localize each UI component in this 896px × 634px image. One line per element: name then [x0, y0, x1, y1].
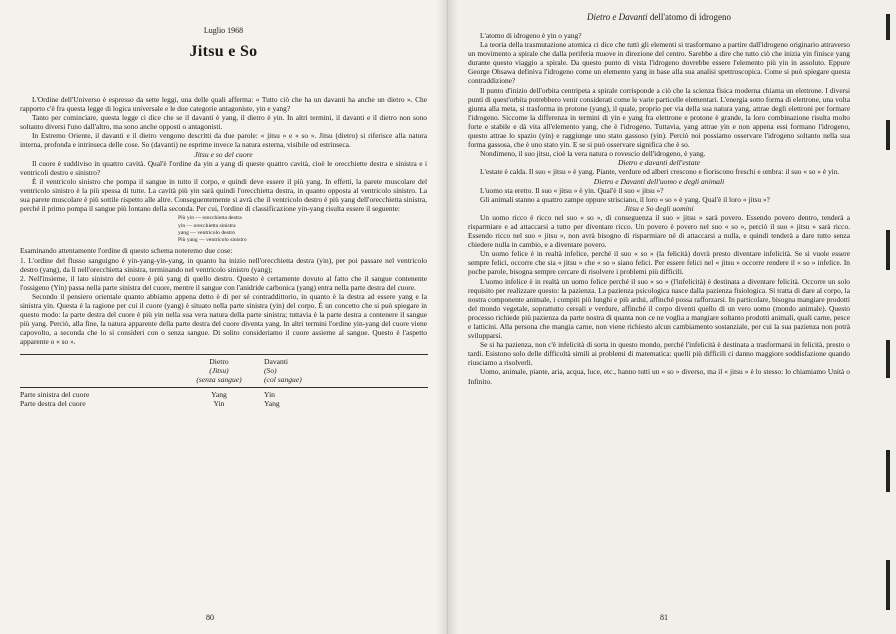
paragraph: In Estremo Oriente, il davanti e il dietro vengono descritti da due parole: « jitsu » e « so ». Jitsu (dietro) si riferisce alla natura interna, profonda e intrinseca delle cose. So (davanti) ne esprime invece la natura esterna, visibile od estrinseca. [20, 131, 427, 150]
table-header-note: (col sangue) [264, 375, 302, 385]
analysis-text [20, 246, 427, 346]
page-number: 80 [206, 613, 214, 622]
scheme-line: Più yang — ventricolo sinistro [178, 237, 247, 244]
paragraph: Secondo il pensiero orientale quanto abbiamo appena detto è di per sé contraddittorio, in quanto è la destra ad essere yang e la sinistra yin. Questa è la ragione per cui il cuore (yang) è situato nella parte sinistra (yin) del corpo. È un concetto che si può spiegare in questo modo: la parte destra del cuore è più yin nella sua vera natura della parte sinistra; tuttavia è la parte destra a contenere il sangue più yang. Perciò, alla fine, la natura apparente della parte destra del cuore diventa yang. In altri termini l'ordine yin-yang del cuore viene capovolto, a seconda che lo si consideri con o senza sangue. Di solito consideriamo il cuore assieme al sangue. Questo è l'aspetto apparente o « so ». [20, 291, 427, 347]
scheme-line: yang — ventricolo destro [178, 229, 236, 236]
table-mid-rule [20, 387, 428, 388]
paragraph: Un uomo felice è in realtà infelice, perché il suo « so » (la felicità) dovrà presto diventare infelicità. Se si vuole essere sempre felici, occorre che sia « jitsu » che « so » siano felici. Per essere felici nel « jitsu » occorre rendere il « so » infelice. In poche parole, bisogna sempre cercare di risolvere i problemi più difficili. [468, 249, 850, 277]
paragraph: È il ventricolo sinistro che pompa il sangue in tutto il corpo, e quindi deve essere il più yang. In effetti, la parete muscolare del ventricolo sinistro è la più spessa di tutte. La cavità più yin sarà quindi l'orecchietta destra, in quanto opposta al ventricolo sinistro. La sua parete muscolare è più sottile rispetto alle altre. Conseguentemente si avrà che il ventricolo destro è più yang dell'orecchietta sinistra, perché il primo pompa il sangue più lontano della seconda. Per cui, l'ordine di classificazione yin-yang risulta essere il seguente: [20, 176, 427, 214]
page-edge-mark [886, 230, 890, 270]
scheme-line: yin — orecchietta sinistra [178, 222, 236, 229]
paragraph: Esaminando attentamente l'ordine di questo schema noteremo due cose: [20, 246, 233, 256]
paragraph: Nondimeno, il suo jitsu, cioè la vera natura o rovescio dell'idrogeno, è yang. [480, 149, 706, 159]
table-row [20, 390, 427, 399]
paragraph: Uomo, animale, piante, aria, acqua, luce, etc., hanno tutti un « so » diverso, ma il « jitsu » è lo stesso: lo chiamiamo Unità o Infinito. [468, 367, 850, 386]
paragraph: La teoria della trasmutazione atomica ci dice che tutti gli elementi si trasformano a partire dall'idrogeno originario attraverso un movimento a spirale che dalla periferia muove in direzione del centro. Sarebbe a dire che tutto ciò che inizia yin finisce yang durante questo viaggio a spirale. Da questo punto di vista l'idrogeno dovrebbe essere l'elemento più yin in assoluto. Eppure George Ohsawa definiva l'idrogeno come un elemento yang in base alla sua analisi spettroscopica. Come si può spiegare questa contraddizione? [468, 40, 850, 86]
page-edge-mark [886, 14, 890, 40]
paragraph: Tanto per cominciare, questa legge ci dice che se il davanti è yang, il dietro è yin. In altri termini, il davanti e il dietro non sono soltanto diversi l'uno dall'altro, ma sono anche opposti o antagonisti. [20, 113, 427, 132]
yin-yang-scheme [178, 215, 427, 244]
paragraph: Se si ha pazienza, non c'è infelicità di sorta in questo mondo, perché l'infelicità è destinata a trasformarsi in felicità, presto o tardi. Esistono solo delle difficoltà simili ai problemi di matematica: quelli più difficili ci danno maggiore soddisfazione quando riusciamo a risolverli. [468, 340, 850, 368]
page-edge-mark [886, 560, 890, 610]
paragraph: L'atomo di idrogeno è yin o yang? [480, 31, 582, 40]
animals-text [468, 186, 850, 204]
table-header: Davanti [264, 357, 289, 367]
table-cell: Yin [213, 399, 225, 409]
paragraph: Un uomo ricco è ricco nel suo « so », di conseguenza il suo « jitsu » sarà povero. Essendo povero dentro, tenderà a risparmiare e ad attaccarsi a tutto per diventare ricco. Un povero è povero nel suo « so », perciò il suo « jitsu » sarà ricco. Essendo ricco nel suo « jitsu », non avrà bisogno di risparmiare né di attaccarsi a nulla, e quindi tenderà a dare tutto senza chiedere nulla in cambio, e a diventare povero. [468, 212, 850, 250]
scheme-line: Più yin — orecchietta destra [178, 215, 242, 222]
intro-text [20, 95, 427, 150]
table-cell: Yang [211, 390, 227, 400]
heart-text [20, 159, 427, 214]
table-header-row [20, 357, 427, 366]
section-subtitle: Dietro e Davanti dell'uomo e degli animali [593, 176, 725, 186]
table-cell: Yin [264, 390, 275, 400]
summer-text [468, 167, 850, 176]
list-item: 1. L'ordine del flusso sanguigno è yin-yang-yin-yang, in quanto ha inizio nell'orecchietta destra (yin), per poi passare nel ventricolo destro (yang), da lì nell'orecchietta sinistra, terminando nel ventricolo sinistro (yang); [20, 255, 427, 274]
paragraph: L'uomo infelice è in realtà un uomo felice perché il suo « so » (l'infelicità) è destinata a diventare felicità. Occorre un solo requisito per realizzare questo: la pazienza. La pazienza psicologica nasce dalla pazienza fisiologica. Si tratta di dare al corpo, la nostra componente animale, i compiti più lunghi e più ardui, affinché possa rafforzarsi. In particolare, bisogna mangiare prodotti del mondo vegetale, soprattutto cereali e verdure, affinché il corpo diventi quello di un vero uomo (mondo animale). Questo processo richiede più pazienza da parte nostra di quanta non ce ne voglia a mangiare soltanto prodotti animali, quali carne, pesce e latticini. Alla persona che mangia carne, non viene richiesto alcun cambiamento sostanziale, per cui la sua pazienza non potrà svilupparsi. [468, 276, 850, 341]
men-text [468, 213, 850, 386]
table-header-note: (senza sangue) [196, 375, 242, 385]
page-number: 81 [660, 613, 668, 622]
table-header-row [20, 375, 427, 384]
table-header-sub: (So) [264, 366, 277, 376]
page-title: Jitsu e So [189, 43, 258, 60]
paragraph: L'estate è calda. Il suo « jitsu » è yang. Piante, verdure ed alberi crescono e fioriscono freschi e ombra: il suo « so » è yin. [480, 167, 840, 177]
page-date: Luglio 1968 [203, 26, 244, 35]
gutter-shadow [448, 0, 458, 634]
running-head [468, 12, 850, 22]
section-subtitle: Dietro e davanti dell'estate [617, 158, 701, 168]
page-edge-mark [886, 340, 890, 378]
table-cell: Parte sinistra del cuore [20, 390, 90, 400]
table-header-row [20, 366, 427, 375]
running-head-text: dell'atomo di idrogeno [649, 12, 731, 22]
running-head-italic: Dietro e Davanti [586, 12, 648, 22]
right-page [448, 0, 896, 634]
gutter-shadow [437, 0, 447, 634]
paragraph: Il cuore è suddiviso in quattro cavità. Qual'è l'ordine da yin a yang di queste quattro cavità, cioè le orecchiette destra e sinistra e i ventricoli destro e sinistro? [20, 158, 427, 177]
table-row [20, 399, 427, 408]
paragraph: L'Ordine dell'Universo è espresso da sette leggi, una delle quali afferma: « Tutto ciò che ha un davanti ha anche un dietro ». Che rapporto c'è fra questa legge di logica universale e le due categorie antagoniste, yin e yang? [20, 95, 427, 114]
table-top-rule [20, 354, 428, 355]
list-item: 2. Nell'insieme, il lato sinistro del cuore è più yang di quello destro. Questo è certamente dovuto al fatto che il sangue contenente l'ossigeno (Yin) passa nella parte sinistra del cuore, mentre il sangue con l'anidride carbonica (yang) entra nella parte destra del cuore. [20, 273, 427, 292]
jitsu-so-table [20, 354, 427, 408]
paragraph: Il punto d'inizio dell'orbita centripeta a spirale corrisponde a ciò che la scienza fisica moderna chiama un elettrone. I diversi punti di quest'orbita potrebbero venir considerati come le varie particelle elementari. L'energia sotto forma di elettrone, una volta giunta alla meta, si trasforma in protone (yang), il quale, proprio per via della sua natura yang, attrae degli elettroni per formare l'idrogeno. Siccome la differenza in termini di yin e yang fra elettrone e protone è grande, la loro combinazione risulta molto forte e stabile e dà vita all'elemento yang, che è l'idrogeno. Tuttavia, yang attrae yin e non appena essi formano l'idrogeno, questo attrae lo spazio (yin) e raggiunge uno stato gassoso (yin). Perciò noi possiamo osservare l'idrogeno soltanto nella sua forma gassosa, che è uno stato yin. E se si può osservare significa che è so. [468, 85, 850, 150]
page-edge-mark [886, 450, 890, 492]
page-edge-mark [886, 120, 890, 150]
section-subtitle: Jitsu e so del cuore [194, 149, 253, 159]
table-header: Dietro [209, 357, 229, 367]
atom-text [468, 31, 850, 158]
table-cell: Parte destra del cuore [20, 399, 86, 409]
paragraph: L'uomo sta eretto. Il suo « jitsu » è yin. Qual'è il suo « jitsu »? [480, 185, 664, 195]
table-header-sub: (Jitsu) [209, 366, 229, 376]
table-cell: Yang [264, 399, 280, 409]
paragraph: Gli animali stanno a quattro zampe oppure strisciano, il loro « so » è yang. Qual'è il loro « jitsu »? [480, 194, 770, 204]
section-subtitle: Jitsu e So degli uomini [624, 203, 694, 213]
